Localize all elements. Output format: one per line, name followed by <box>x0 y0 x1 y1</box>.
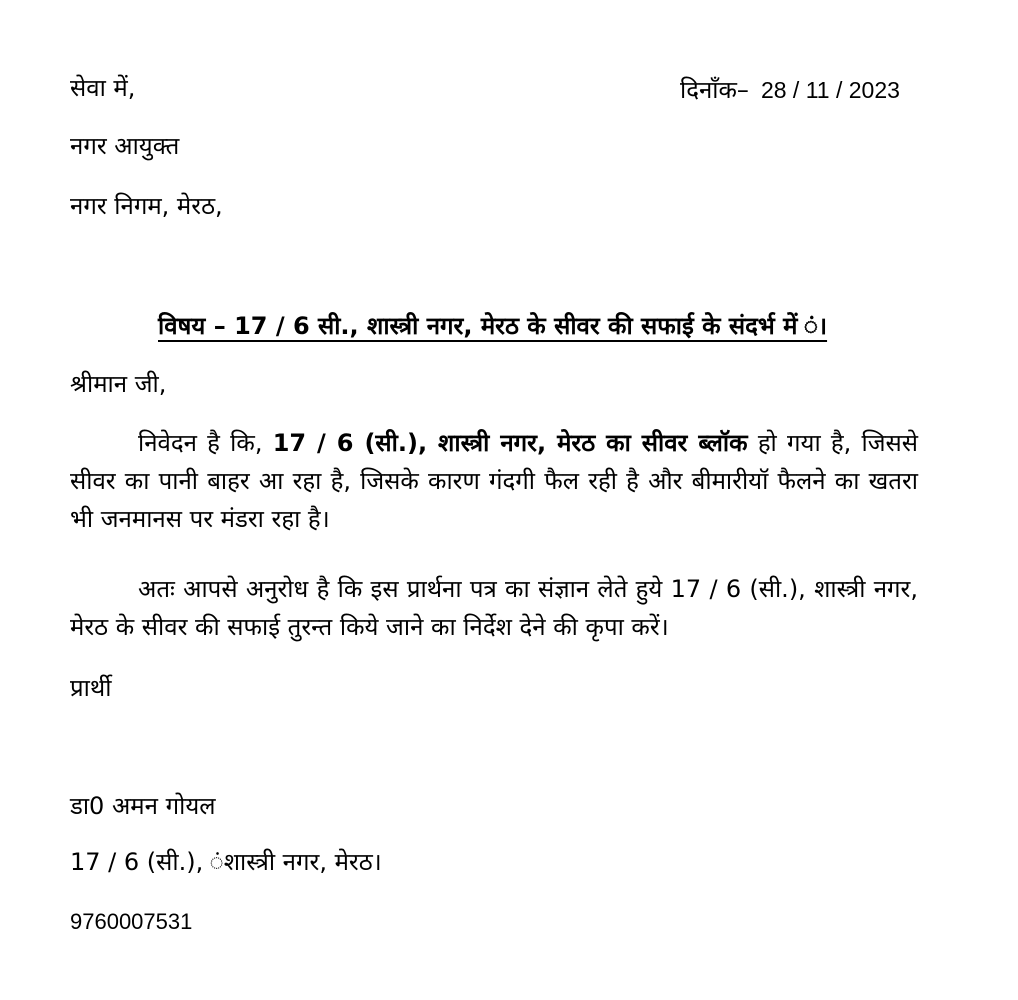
subject-line: विषय – 17 / 6 सी., शास्त्री नगर, मेरठ के सीवर की सफाई के संदर्भ में ं। <box>158 312 828 340</box>
closing: प्रार्थी <box>70 674 112 702</box>
signatory-phone: 9760007531 <box>70 909 193 934</box>
recipient-title: नगर आयुक्त <box>70 132 180 160</box>
paragraph-1-rest: हो गया है, जिससे सीवर का पानी बाहर आ रहा है, जिसके कारण गंदगी फैल रही है और बीमारीयॉ फैलने का खतरा भी जनमानस पर मंडरा रहा है। <box>70 429 918 533</box>
signatory-name: डा0 अमन गोयल <box>70 792 216 820</box>
body-paragraph-2: अतः आपसे अनुरोध है कि इस प्रार्थना पत्र का संज्ञान लेते हुये 17 / 6 (सी.), शास्त्री नगर, मेरठ के सीवर की सफाई तुरन्त किये जाने का निर्देश देने की कृपा करें। <box>70 575 918 641</box>
signatory-address: 17 / 6 (सी.), ंशास्त्री नगर, मेरठ। <box>70 848 382 876</box>
date-line <box>680 74 900 106</box>
date-value: 28 / 11 / 2023 <box>760 77 900 103</box>
date-label: दिनाँक– <box>680 76 749 104</box>
recipient-office: नगर निगम, मेरठ, <box>70 192 223 220</box>
body-paragraph-1 <box>70 424 918 538</box>
greeting: श्रीमान जी, <box>70 370 167 398</box>
salutation: सेवा में, <box>70 74 136 102</box>
paragraph-1-intro: निवेदन है कि, <box>138 429 273 457</box>
paragraph-1-bold: 17 / 6 (सी.), शास्त्री नगर, मेरठ का सीवर ब्लॉक <box>272 429 748 457</box>
